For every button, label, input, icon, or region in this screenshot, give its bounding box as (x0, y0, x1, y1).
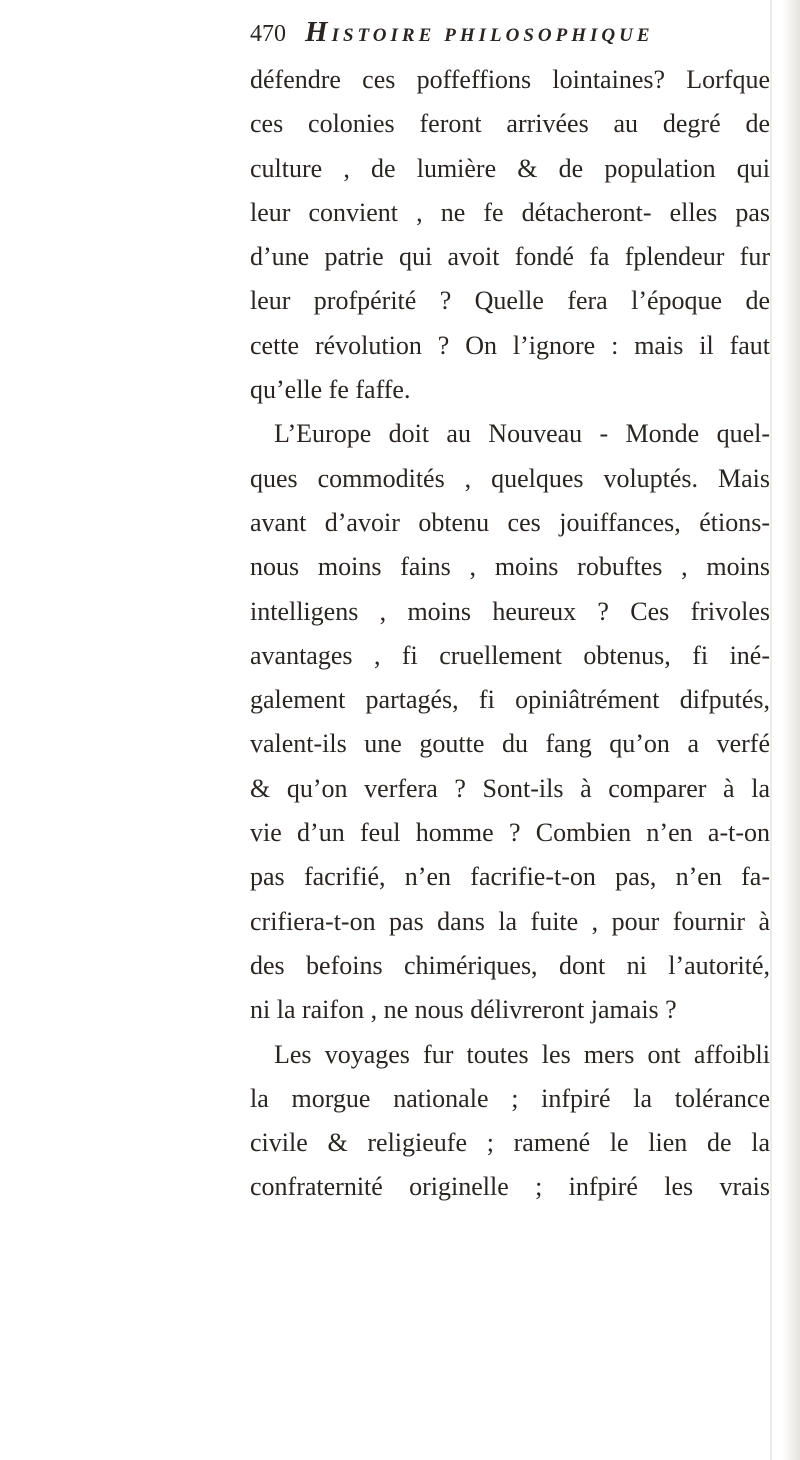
header-title-initial: H (305, 16, 332, 48)
body-text (250, 58, 770, 1210)
page-number: 470 (250, 21, 286, 47)
text-line: avantages , fi cruellement obtenus, fi iné- (250, 640, 770, 670)
text-line: Les voyages fur toutes les mers ont affoibli (274, 1039, 770, 1069)
text-line: L’Europe doit au Nouveau - Monde quel- (274, 419, 770, 449)
text-line: culture , de lumière & de population qui (250, 153, 770, 183)
text-line: nous moins fains , moins robuftes , moins (250, 552, 770, 582)
page-edge-shadow (782, 0, 800, 1460)
text-line: ces colonies feront arrivées au degré de (250, 109, 770, 139)
header-title-rest: ISTOIRE (331, 25, 436, 46)
text-line: la morgue nationale ; infpiré la tolérance (250, 1083, 770, 1113)
page-fold-line (770, 0, 772, 1460)
text-line: & qu’on verfera ? Sont-ils à comparer à la (250, 773, 770, 803)
text-line: crifiera-t-on pas dans la fuite , pour fournir à (250, 906, 770, 936)
text-line: avant d’avoir obtenu ces jouiffances, étions- (250, 507, 770, 537)
text-line: des befoins chimériques, dont ni l’autorité, (250, 950, 770, 980)
text-line: vie d’un feul homme ? Combien n’en a-t-on (250, 818, 770, 848)
text-line: pas facrifié, n’en facrifie-t-on pas, n’en fa- (250, 862, 770, 892)
header-title-second-word: PHILOSOPHIQUE (444, 25, 654, 46)
text-line: qu’elle fe faffe. (250, 375, 411, 405)
text-line: valent-ils une goutte du fang qu’on a verfé (250, 729, 770, 759)
text-line: galement partagés, fi opiniâtrément difputés, (250, 685, 770, 715)
text-line: confraternité originelle ; infpiré les vrais (250, 1172, 770, 1202)
text-line: ques commodités , quelques voluptés. Mais (250, 463, 770, 493)
text-line: leur convient , ne fe détacheront- elles pas (250, 197, 770, 227)
text-line: ni la raifon , ne nous délivreront jamais ? (250, 995, 677, 1025)
text-line: civile & religieufe ; ramené le lien de la (250, 1128, 770, 1158)
text-line: leur profpérité ? Quelle fera l’époque de (250, 286, 770, 316)
text-line: cette révolution ? On l’ignore : mais il faut (250, 330, 770, 360)
text-line: d’une patrie qui avoit fondé fa fplendeur fur (250, 242, 770, 272)
text-line: intelligens , moins heureux ? Ces frivoles (250, 596, 770, 626)
running-header (250, 12, 750, 52)
text-line: défendre ces poffeffions lointaines? Lorfque (250, 65, 770, 94)
